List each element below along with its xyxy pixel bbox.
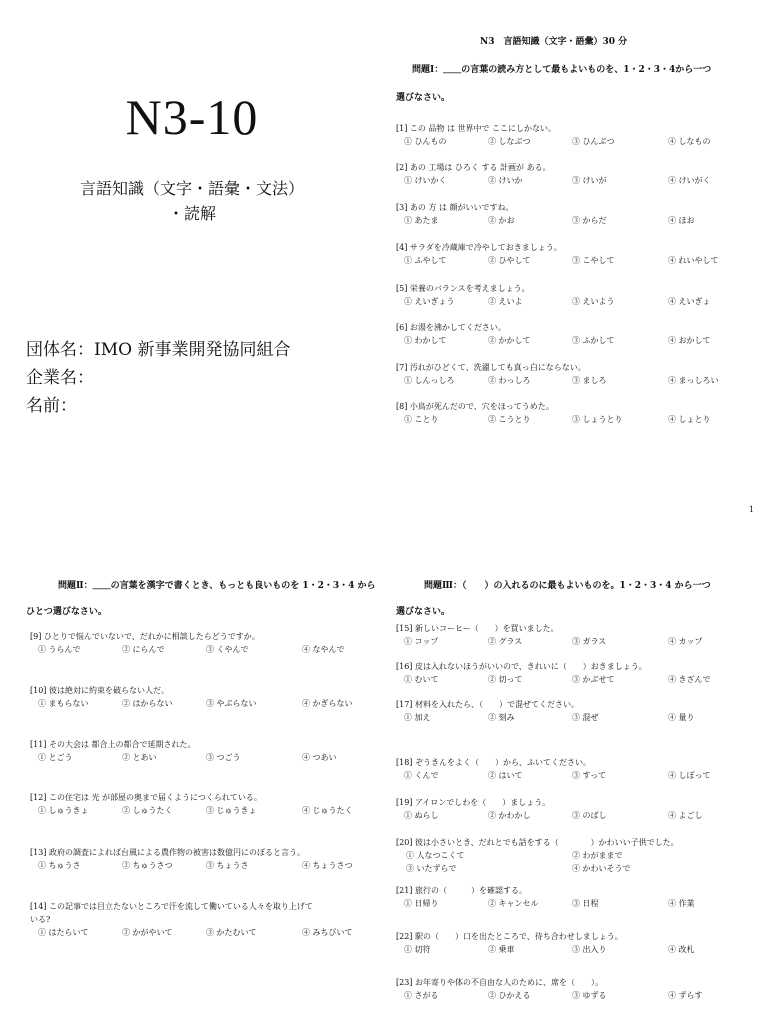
answer-option: ② ちゅうさつ [122, 861, 173, 870]
answer-option: ④ 作業 [668, 899, 695, 908]
group-name-line: 団体名：IMO 新事業開発協同組合 [26, 340, 291, 360]
answer-option: ③ かたむいて [206, 928, 257, 937]
answer-option: ① 日帰り [404, 899, 439, 908]
answer-option: ① さがる [404, 991, 439, 1000]
answer-option: ③ すって [572, 771, 607, 780]
question-item [396, 201, 695, 227]
answer-option: ③ ふかして [572, 336, 615, 345]
vocab-questions-page [384, 512, 768, 1024]
answer-option: ① はたらいて [38, 928, 89, 937]
answer-option: ① うらんで [38, 645, 81, 654]
answer-option: ④ つあい [302, 753, 337, 762]
question-text: [13] 政府の調査によれば台風による農作物の被害は数億円にのぼると言う。 [30, 848, 305, 857]
answer-option: ④ まっしろい [668, 376, 719, 385]
answer-option: ① ちゅうさ [38, 861, 81, 870]
answer-option: ④ ずらす [668, 991, 703, 1000]
answer-option: ③ かぶせて [572, 675, 615, 684]
answer-option: ④ しょとり [668, 415, 711, 424]
question-item [396, 361, 719, 387]
kanji-questions-page [0, 512, 384, 1024]
question-item [396, 976, 703, 1002]
answer-option: ② にらんで [122, 645, 165, 654]
section-heading: N3 言語知識（文字・語彙）30 分 [480, 37, 628, 47]
question-text: [4] サラダを冷蔵庫で冷やしておきましょう。 [396, 243, 562, 252]
answer-option: ② こうとり [488, 415, 531, 424]
answer-option: ② グラス [488, 637, 523, 646]
question-item [396, 161, 711, 187]
answer-option: ④ おかして [668, 336, 711, 345]
answer-option: ② かかして [488, 336, 531, 345]
answer-option: ④ しなもの [668, 137, 711, 146]
instruction-line-1: 問題Ⅰ：＿＿の言葉の読み方として最もよいものを、1・2・3・4から一つ [412, 65, 712, 75]
answer-option: ③ えいよう [572, 297, 615, 306]
answer-option: ③ ガラス [572, 637, 607, 646]
answer-option: ① 切符 [404, 945, 431, 954]
question-item [396, 122, 711, 148]
answer-option: ④ けいがく [668, 176, 711, 185]
question-item [30, 684, 353, 710]
question-item [30, 791, 353, 817]
section-heading: 問題Ⅲ：（ ）の入れるのに最もよいものを。1・2・3・4 から一つ [424, 581, 711, 591]
question-text: [11] その大会は 都合上の都合で延期された。 [30, 740, 196, 749]
question-item [30, 846, 353, 872]
answer-option: ① まもらない [38, 699, 89, 708]
answer-option: ② わっしろ [488, 376, 531, 385]
answer-option: ① ぬらし [404, 811, 439, 820]
answer-option: ② しなぶつ [488, 137, 531, 146]
answer-option: ④ きざんで [668, 675, 711, 684]
answer-option: ① とごう [38, 753, 73, 762]
question-text: [12] この住宅は 光 が部屋の奥まで届くようにつくられている。 [30, 793, 262, 802]
answer-option: ① しゅうきょ [38, 806, 89, 815]
answer-option: ② かわかし [488, 811, 531, 820]
answer-option: ② かお [488, 216, 515, 225]
company-name-line: 企業名： [26, 368, 94, 388]
answer-option: ④ かわいそうで [572, 864, 631, 873]
subtitle-line-2: ・読解 [167, 204, 216, 223]
section-heading: 問題Ⅱ：＿＿の言葉を漢字で書くとき、もっとも良いものを 1・2・3・4 から [58, 581, 376, 591]
answer-option: ④ よごし [668, 811, 703, 820]
answer-option: ④ じゅうたく [302, 806, 353, 815]
answer-option: ② けいか [488, 176, 523, 185]
question-text: [5] 栄養のバランスを考えましょう。 [396, 284, 530, 293]
answer-option: ③ 出入り [572, 945, 607, 954]
question-item [396, 660, 711, 686]
student-info [26, 336, 290, 420]
question-text: [10] 彼は絶対に約束を破らない人だ。 [30, 686, 169, 695]
answer-option: ① くんで [404, 771, 439, 780]
question-text: [6] お湯を沸かしてください。 [396, 323, 506, 332]
answer-option: ③ けいが [572, 176, 607, 185]
question-item [396, 241, 719, 267]
answer-option: ① むいて [404, 675, 439, 684]
answer-option: ③ からだ [572, 216, 607, 225]
question-item [396, 756, 711, 782]
cover-page [0, 0, 384, 512]
answer-option: ② 切って [488, 675, 523, 684]
question-item [30, 738, 337, 764]
answer-option: ③ ちょうさ [206, 861, 249, 870]
answer-option: ① ふやして [404, 256, 447, 265]
question-item [396, 400, 711, 426]
question-item [396, 836, 679, 875]
section-instruction: ひとつ選びなさい。 [26, 607, 107, 617]
answer-option: ② えいよ [488, 297, 523, 306]
answer-option: ④ 改札 [668, 945, 695, 954]
answer-option: ② かがやいて [122, 928, 173, 937]
answer-option: ② ひかえる [488, 991, 531, 1000]
answer-option: ② はいて [488, 771, 523, 780]
answer-option: ② しゅうたく [122, 806, 173, 815]
answer-option: ① けいかく [404, 176, 447, 185]
answer-option: ② ひやして [488, 256, 531, 265]
answer-option: ① コップ [404, 637, 439, 646]
answer-option: ① しんっしろ [404, 376, 455, 385]
section-instruction: 選びなさい。 [396, 607, 451, 617]
answer-option: ① ことり [404, 415, 439, 424]
question-item [396, 796, 703, 822]
answer-option: ③ しょうとり [572, 415, 623, 424]
answer-option: ① 加え [404, 713, 431, 722]
answer-option: ④ しぼって [668, 771, 711, 780]
answer-option: ④ なやんで [302, 645, 345, 654]
answer-option: ④ れいやして [668, 256, 719, 265]
exam-title: N3-10 [125, 89, 259, 145]
instruction-line-2: 選びなさい。 [396, 93, 451, 103]
question-text: [19] アイロンでしわを（ ）ましょう。 [396, 798, 551, 807]
answer-option: ③ じゅうきょ [206, 806, 257, 815]
answer-option: ② 乗車 [488, 945, 515, 954]
answer-option: ② キャンセル [488, 899, 539, 908]
question-text: [20] 彼は小さいとき、だれとでも話をする（ ）かわいい子供でした。 [396, 838, 679, 847]
question-item [30, 900, 353, 939]
question-text: [2] あの 工場は ひろく する 計画が ある。 [396, 163, 551, 172]
exam-subtitle [0, 176, 384, 226]
answer-option: ④ みちびいて [302, 928, 353, 937]
answer-option: ③ こやして [572, 256, 615, 265]
question-text: [17] 材料を入れたら、（ ）で混ぜてください。 [396, 700, 579, 709]
question-item [396, 884, 695, 910]
question-text: [16] 皮は入れないほうがいいので、きれいに（ ）おきましょう。 [396, 662, 647, 671]
answer-option: ③ つごう [206, 753, 241, 762]
page-number: 1 [748, 505, 754, 512]
question-text: [3] あの 方 は 顔がいいですね。 [396, 203, 514, 212]
question-text: [22] 駅の（ ）口を出たところで、待ち合わせしましょう。 [396, 932, 623, 941]
question-text: [1] この 品物 は 世界中で ここにしかない。 [396, 124, 557, 133]
question-text: [14] この記事では目立たないところで汗を流して働いている人々を取り上げて [30, 902, 313, 911]
question-text: [18] ぞうきんをよく（ ）から、ふいてください。 [396, 758, 591, 767]
question-item [30, 630, 345, 656]
answer-option: ② わがままで [572, 851, 623, 860]
answer-option: ④ かぎらない [302, 699, 353, 708]
answer-option: ③ やぶらない [206, 699, 257, 708]
answer-option: ③ のばし [572, 811, 607, 820]
answer-option: ① あたま [404, 216, 439, 225]
student-name-line: 名前： [26, 396, 77, 416]
answer-option: ③ いたずらで [406, 864, 457, 873]
question-text: [9] ひとりで悩んでいないで、だれかに相談したらどうですか。 [30, 632, 260, 641]
question-item [396, 698, 695, 724]
answer-option: ④ ほお [668, 216, 695, 225]
answer-option: ③ くやんで [206, 645, 249, 654]
answer-option: ③ ゆずる [572, 991, 607, 1000]
question-text: [7] 汚れがひどくて、洗濯しても真っ白にならない。 [396, 363, 586, 372]
question-text: [15] 新しいコーヒー（ ）を買いました。 [396, 624, 559, 633]
answer-option: ② とあい [122, 753, 157, 762]
answer-option: ① わかして [404, 336, 447, 345]
answer-option: ④ ちょうさつ [302, 861, 353, 870]
answer-option: ① えいぎょう [404, 297, 455, 306]
question-text-continued: いる? [30, 915, 51, 924]
question-item [396, 930, 695, 956]
question-item [396, 321, 711, 347]
answer-option: ③ ひんぶつ [572, 137, 615, 146]
question-item [396, 622, 703, 648]
question-text: [23] お年寄りや体の不自由な人のために、席を（ ）。 [396, 978, 603, 987]
answer-option: ③ ましろ [572, 376, 607, 385]
question-text: [8] 小鳥が死んだので、穴をほってうめた。 [396, 402, 554, 411]
subtitle-line-1: 言語知識（文字・語彙・文法） [79, 179, 304, 198]
question-text: [21] 旅行の（ ）を確認する。 [396, 886, 527, 895]
answer-option: ① 人なつこくて [406, 851, 465, 860]
answer-option: ④ 量り [668, 713, 695, 722]
answer-option: ① ひんもの [404, 137, 447, 146]
answer-option: ③ 日程 [572, 899, 599, 908]
answer-option: ② はからない [122, 699, 173, 708]
question-item [396, 282, 711, 308]
reading-questions-page [384, 0, 768, 512]
answer-option: ② 刻み [488, 713, 515, 722]
answer-option: ④ えいぎょ [668, 297, 711, 306]
answer-option: ④ カップ [668, 637, 703, 646]
answer-option: ③ 混ぜ [572, 713, 599, 722]
